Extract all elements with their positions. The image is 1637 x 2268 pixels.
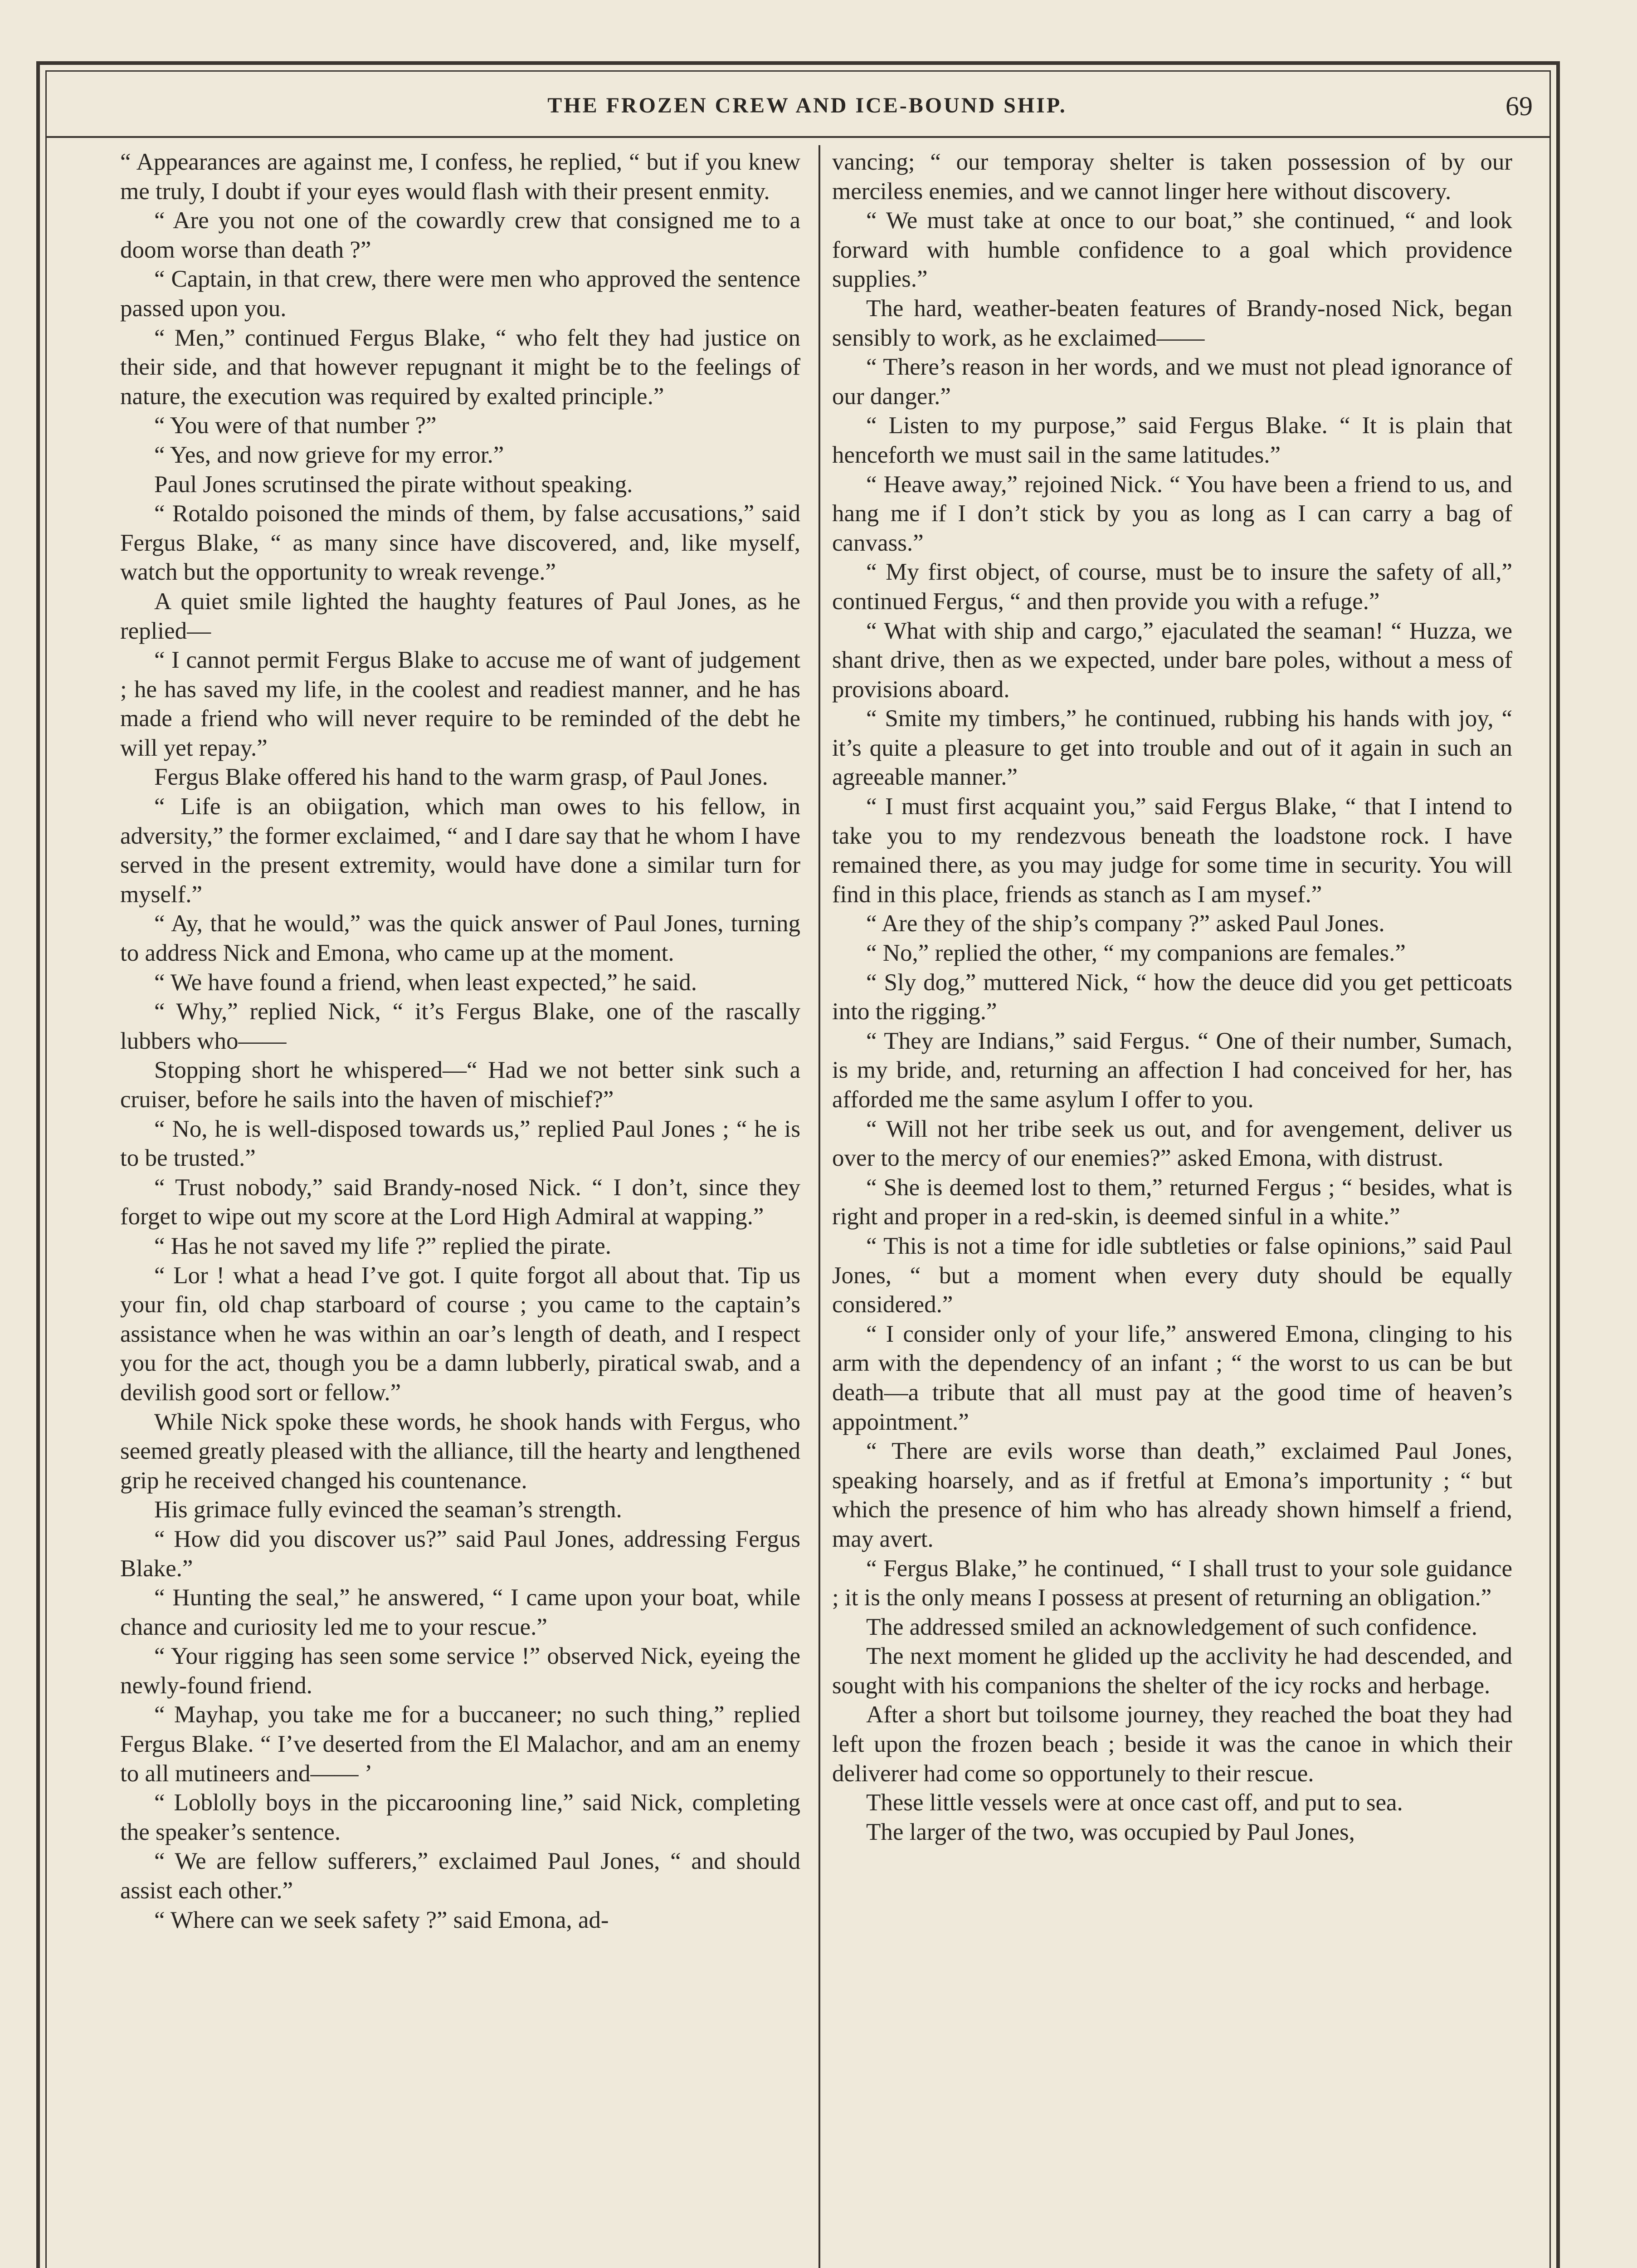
running-head: THE FROZEN CREW AND ICE-BOUND SHIP.: [547, 93, 1067, 117]
paragraph: “ How did you discover us?” said Paul Jones, addressing Fergus Blake.”: [120, 1525, 800, 1582]
paragraph: “ This is not a time for idle subtleties or false opinions,” said Paul Jones, “ but a moment when every duty should be equally considered.”: [832, 1232, 1512, 1318]
paragraph: His grimace fully evinced the seaman’s strength.: [154, 1496, 622, 1523]
paragraph: The hard, weather-beaten features of Brandy-nosed Nick, began sensibly to work, as he exclaimed——: [832, 295, 1512, 351]
left-column: [120, 147, 800, 1935]
paragraph: The next moment he glided up the acclivity he had descended, and sought with his companions the shelter of the icy rocks and herbage.: [832, 1643, 1512, 1699]
paragraph: “ I cannot permit Fergus Blake to accuse me of want of judgement ; he has saved my life, in the coolest and readiest manner, and he has made a friend who will never require to be reminded of the debt he will yet repay.”: [120, 647, 800, 761]
paragraph: “ Sly dog,” muttered Nick, “ how the deuce did you get petticoats into the rigging.”: [832, 969, 1512, 1025]
header-rule: [45, 136, 1551, 138]
paragraph: “ Heave away,” rejoined Nick. “ You have been a friend to us, and hang me if I don’t stick by you as long as I can carry a bag of canvass.”: [832, 471, 1512, 556]
paragraph: “ No, he is well-disposed towards us,” replied Paul Jones ; “ he is to be trusted.”: [120, 1115, 800, 1172]
paragraph: “ Listen to my purpose,” said Fergus Blake. “ It is plain that henceforth we must sail in the same latitudes.”: [832, 412, 1512, 468]
paragraph: “ Captain, in that crew, there were men who approved the sentence passed upon you.: [120, 266, 800, 322]
paragraph: “ We must take at once to our boat,” she continued, “ and look forward with humble confidence to a goal which providence supplies.”: [832, 207, 1512, 293]
paragraph: “ They are Indians,” said Fergus. “ One of their number, Sumach, is my bride, and, returning an affection I had conceived for her, has afforded me the same asylum I offer to you.: [832, 1027, 1512, 1113]
paragraph: “ We are fellow sufferers,” exclaimed Paul Jones, “ and should assist each other.”: [120, 1848, 800, 1904]
paragraph: After a short but toilsome journey, they reached the boat they had left upon the frozen beach ; beside it was the canoe in which their deliverer had come so opportunely to their rescue.: [832, 1701, 1512, 1787]
paragraph: “ My first object, of course, must be to insure the safety of all,” continued Fergus, “ and then provide you with a refuge.”: [832, 559, 1512, 615]
paragraph: “ Hunting the seal,” he answered, “ I came upon your boat, while chance and curiosity led me to your rescue.”: [120, 1584, 800, 1640]
paragraph: “ We have found a friend, when least expected,” he said.: [154, 969, 697, 996]
paragraph: “ Smite my timbers,” he continued, rubbing his hands with joy, “ it’s quite a pleasure to get into trouble and out of it again in such an agreeable manner.”: [832, 705, 1512, 791]
paragraph: “ Has he not saved my life ?” replied the pirate.: [154, 1232, 612, 1259]
paragraph: “ You were of that number ?”: [154, 412, 437, 439]
column-divider: [818, 145, 820, 2268]
paragraph: The larger of the two, was occupied by Paul Jones,: [866, 1818, 1355, 1845]
paragraph: Paul Jones scrutinsed the pirate without speaking.: [154, 471, 633, 498]
paragraph: “ Rotaldo poisoned the minds of them, by false accusations,” said Fergus Blake, “ as many since have discovered, and, like myself, watch but the opportunity to wreak revenge.”: [120, 500, 800, 586]
paragraph: “ Lor ! what a head I’ve got. I quite forgot all about that. Tip us your fin, old chap starboard of course ; you came to the captain’s assistance when he was within an oar’s length of death, and I respect you for the act, though you be a damn lubberly, piratical swab, and a devilish good sort or fellow.”: [120, 1262, 800, 1406]
paragraph: “ Mayhap, you take me for a buccaneer; no such thing,” replied Fergus Blake. “ I’ve deserted from the El Malachor, and am an enemy to all mutineers and—— ’: [120, 1701, 800, 1787]
paragraph: “ Why,” replied Nick, “ it’s Fergus Blake, one of the rascally lubbers who——: [120, 998, 800, 1054]
paragraph: “ What with ship and cargo,” ejaculated the seaman! “ Huzza, we shant drive, then as we expected, under bare poles, without a mess of provisions aboard.: [832, 617, 1512, 703]
paragraph: These little vessels were at once cast off, and put to sea.: [866, 1789, 1403, 1816]
paragraph: “ Fergus Blake,” he continued, “ I shall trust to your sole guidance ; it is the only means I possess at present of returning an obligation.”: [832, 1555, 1512, 1611]
paragraph: “ No,” replied the other, “ my companions are females.”: [866, 940, 1406, 967]
paragraph: “ There are evils worse than death,” exclaimed Paul Jones, speaking hoarsely, and as if fretful at Emona’s importunity ; “ but which the presence of him who has already shown himself a friend, may avert.: [832, 1438, 1512, 1552]
paragraph: Stopping short he whispered—“ Had we not better sink such a cruiser, before he sails into the haven of mischief?”: [120, 1057, 800, 1113]
page-number: 69: [1505, 91, 1533, 121]
paragraph: “ Are they of the ship’s company ?” asked Paul Jones.: [866, 910, 1385, 937]
paragraph: “ I consider only of your life,” answered Emona, clinging to his arm with the dependency of an infant ; “ the worst to us can be but death—a tribute that all must pay at the good time of heaven’s appointment.”: [832, 1320, 1512, 1435]
paragraph: “ I must first acquaint you,” said Fergus Blake, “ that I intend to take you to my rendezvous beneath the loadstone rock. I have remained there, as you may judge for some time in security. You will find in this place, friends as stanch as I am mysef.”: [832, 793, 1512, 908]
right-column: [832, 147, 1512, 1847]
paragraph: “ Where can we seek safety ?” said Emona, ad-: [154, 1906, 609, 1933]
paragraph: “ There’s reason in her words, and we must not plead ignorance of our danger.”: [832, 354, 1512, 410]
paragraph: “ Your rigging has seen some service !” observed Nick, eyeing the newly-found friend.: [120, 1643, 800, 1699]
paragraph: “ She is deemed lost to them,” returned Fergus ; “ besides, what is right and proper in a red-skin, is deemed sinful in a white.”: [832, 1174, 1512, 1230]
paragraph: “ Life is an obiigation, which man owes to his fellow, in adversity,” the former exclaimed, “ and I dare say that he whom I have served in the present extremity, would have done a similar turn for myself.”: [120, 793, 800, 908]
paragraph: “ Are you not one of the cowardly crew that consigned me to a doom worse than death ?”: [120, 207, 800, 263]
paragraph: “ Will not her tribe seek us out, and for avengement, deliver us over to the mercy of our enemies?” asked Emona, with distrust.: [832, 1115, 1512, 1172]
paragraph: “ Appearances are against me, I confess, he replied, “ but if you knew me truly, I doubt if your eyes would flash with their present enmity.: [120, 149, 800, 205]
paragraph: “ Trust nobody,” said Brandy-nosed Nick. “ I don’t, since they forget to wipe out my score at the Lord High Admiral at wapping.”: [120, 1174, 800, 1230]
paragraph: A quiet smile lighted the haughty features of Paul Jones, as he replied—: [120, 588, 800, 644]
paragraph: “ Men,” continued Fergus Blake, “ who felt they had justice on their side, and that however repugnant it might be to the feelings of nature, the execution was required by exalted principle.”: [120, 324, 800, 410]
paragraph: The addressed smiled an acknowledgement of such confidence.: [866, 1613, 1478, 1640]
paragraph: Fergus Blake offered his hand to the warm grasp, of Paul Jones.: [154, 764, 768, 791]
paragraph: “ Yes, and now grieve for my error.”: [154, 441, 504, 468]
paragraph: “ Loblolly boys in the piccarooning line,” said Nick, completing the speaker’s sentence.: [120, 1789, 800, 1845]
paragraph: While Nick spoke these words, he shook hands with Fergus, who seemed greatly pleased with the alliance, till the hearty and lengthened grip he received changed his countenance.: [120, 1408, 800, 1494]
paragraph: vancing; “ our temporay shelter is taken possession of by our merciless enemies, and we cannot linger here without discovery.: [832, 149, 1512, 205]
paragraph: “ Ay, that he would,” was the quick answer of Paul Jones, turning to address Nick and Emona, who came up at the moment.: [120, 910, 800, 967]
